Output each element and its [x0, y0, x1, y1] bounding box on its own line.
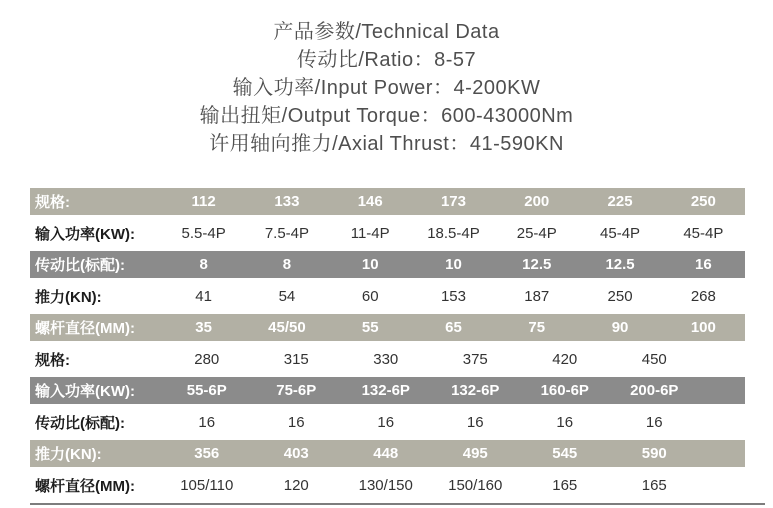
- table-row: [30, 215, 745, 251]
- table-row: [30, 278, 745, 314]
- cell-value: 90: [611, 319, 629, 336]
- cell-value: 8: [199, 256, 208, 273]
- table-row: [30, 341, 745, 377]
- cell-value: 112: [191, 193, 216, 210]
- cell-value: 133: [274, 193, 300, 210]
- cell-value: 200-6P: [630, 382, 679, 399]
- cell-value: 132-6P: [451, 382, 500, 399]
- table-row: [30, 314, 745, 341]
- row-label: 螺杆直径(MM):: [35, 477, 135, 495]
- table-row: [30, 404, 745, 440]
- header-ratio: 传动比/Ratio：8-57: [296, 49, 477, 71]
- cell-value: 280: [194, 350, 220, 368]
- header-input-power: 输入功率/Input Power：4-200KW: [232, 77, 541, 99]
- cell-value: 54: [278, 287, 296, 305]
- table-row: [30, 377, 745, 404]
- cell-value: 120: [283, 476, 309, 494]
- cell-value: 8: [282, 256, 292, 273]
- row-label: 推力(KN):: [35, 446, 102, 463]
- header-output-torque: 输出扭矩/Output Torque：600-43000Nm: [199, 105, 574, 127]
- header-axial-thrust: 许用轴向推力/Axial Thrust：41-590KN: [209, 133, 564, 155]
- cell-value: 545: [552, 445, 578, 462]
- cell-value: 16: [645, 413, 663, 431]
- table-row: [30, 467, 745, 503]
- cell-value: 10: [361, 256, 379, 273]
- row-label: 规格:: [35, 194, 70, 211]
- cell-value: 200: [524, 193, 550, 210]
- page-header: [0, 0, 773, 158]
- cell-value: 250: [690, 193, 716, 210]
- cell-value: 150/160: [448, 476, 503, 494]
- cell-value: 448: [373, 445, 399, 462]
- cell-value: 16: [556, 413, 574, 431]
- cell-value: 16: [198, 413, 216, 431]
- cell-value: 146: [357, 193, 383, 210]
- cell-value: 356: [194, 445, 220, 462]
- table-row: [30, 440, 745, 467]
- cell-value: 65: [445, 319, 462, 336]
- cell-value: 41: [195, 287, 212, 305]
- cell-value: 100: [690, 319, 716, 336]
- cell-value: 590: [641, 445, 667, 462]
- cell-value: 10: [445, 256, 462, 273]
- cell-value: 330: [373, 350, 399, 368]
- cell-value: 375: [462, 350, 488, 368]
- cell-value: 18.5-4P: [427, 224, 480, 242]
- cell-value: 55-6P: [186, 382, 227, 399]
- table-row: [30, 251, 745, 278]
- row-label: 规格:: [35, 351, 70, 369]
- cell-value: 60: [361, 287, 379, 305]
- spec-table: [30, 188, 765, 505]
- cell-value: 165: [641, 476, 667, 494]
- cell-value: 12.5: [522, 256, 552, 273]
- cell-value: 187: [524, 287, 550, 305]
- cell-value: 12.5: [605, 256, 635, 273]
- cell-value: 268: [690, 287, 716, 305]
- row-label: 推力(KN):: [35, 288, 102, 306]
- cell-value: 132-6P: [361, 382, 410, 399]
- cell-value: 35: [195, 319, 212, 336]
- cell-value: 7.5-4P: [264, 224, 310, 242]
- cell-value: 450: [641, 350, 667, 368]
- cell-value: 315: [283, 350, 309, 368]
- row-label: 螺杆直径(MM):: [35, 320, 135, 337]
- cell-value: 75: [528, 319, 546, 336]
- cell-value: 225: [607, 193, 633, 210]
- cell-value: 45-4P: [683, 224, 724, 242]
- cell-value: 495: [462, 445, 488, 462]
- cell-value: 250: [607, 287, 633, 305]
- row-label: 输入功率(KW):: [35, 383, 135, 400]
- table-row: [30, 188, 745, 215]
- cell-value: 153: [440, 287, 466, 305]
- cell-value: 45-4P: [600, 224, 641, 242]
- cell-value: 45/50: [268, 319, 306, 336]
- cell-value: 173: [440, 193, 466, 210]
- row-label: 传动比(标配):: [35, 414, 125, 432]
- cell-value: 105/110: [180, 476, 234, 494]
- cell-value: 160-6P: [540, 382, 589, 399]
- cell-value: 25-4P: [516, 224, 557, 242]
- cell-value: 420: [552, 350, 578, 368]
- cell-value: 55: [361, 319, 379, 336]
- cell-value: 16: [466, 413, 484, 431]
- row-label: 传动比(标配):: [35, 257, 125, 274]
- header-title: 产品参数/Technical Data: [273, 21, 500, 43]
- cell-value: 11-4P: [350, 224, 390, 242]
- cell-value: 5.5-4P: [181, 224, 226, 242]
- cell-value: 403: [283, 445, 309, 462]
- row-label: 输入功率(KW):: [35, 225, 135, 243]
- cell-value: 16: [694, 256, 712, 273]
- cell-value: 16: [377, 413, 395, 431]
- cell-value: 165: [552, 476, 578, 494]
- cell-value: 130/150: [358, 476, 413, 494]
- cell-value: 75-6P: [276, 382, 317, 399]
- cell-value: 16: [287, 413, 305, 431]
